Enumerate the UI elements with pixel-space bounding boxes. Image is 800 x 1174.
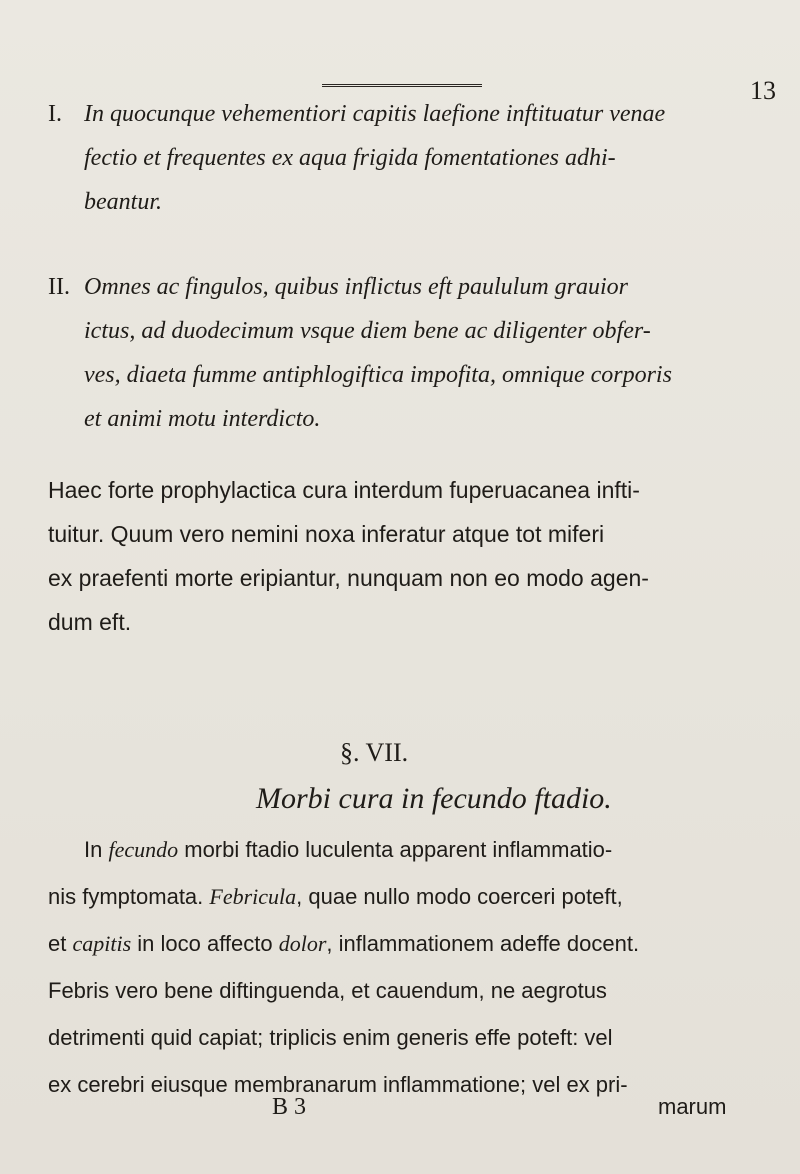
paragraph-line: Febris vero bene diftinguenda, et cauendum, ne aegrotus — [48, 978, 607, 1003]
paragraph-second-stage — [48, 826, 639, 1108]
paragraph-line: ex praefenti morte eripiantur, nunquam non eo modo agen- — [48, 565, 649, 591]
item-line: fectio et frequentes ex aqua frigida fomentationes adhi- — [84, 145, 616, 171]
paragraph-line: detrimenti quid capiat; triplicis enim generis effe poteft: vel — [48, 1025, 613, 1050]
list-item-2 — [48, 265, 672, 441]
paragraph-line — [48, 873, 639, 920]
item-line: beantur. — [84, 189, 162, 215]
catchword: marum — [658, 1094, 727, 1119]
paragraph-prophylaxis — [48, 468, 649, 644]
text-run-italic: Febricula — [209, 884, 297, 909]
item-numeral: I. — [48, 101, 62, 127]
text-run: in loco affecto — [131, 931, 279, 956]
paragraph-line: Haec forte prophylactica cura interdum fuperuacanea infti- — [48, 477, 640, 503]
text-run: morbi ftadio luculenta apparent inflammatio- — [178, 837, 613, 862]
text-run: , quae nullo modo coerceri poteft, — [296, 884, 623, 909]
text-run-italic: capitis — [72, 931, 132, 956]
paragraph-line: ex cerebri eiusque membranarum inflammatione; vel ex pri- — [48, 1072, 628, 1097]
paragraph-line — [48, 826, 639, 873]
section-number: §. VII. — [340, 738, 409, 767]
item-line: et animi motu interdicto. — [84, 406, 321, 432]
item-line: ictus, ad duodecimum vsque diem bene ac diligenter obfer- — [84, 318, 651, 344]
text-run: , inflammationem adeffe docent. — [326, 931, 640, 956]
list-item-1 — [48, 92, 665, 224]
header-rule — [322, 84, 482, 87]
section-title: Morbi cura in fecundo ftadio. — [256, 782, 612, 815]
paragraph-line: tuitur. Quum vero nemini noxa inferatur atque tot miferi — [48, 521, 605, 547]
page-number: 13 — [750, 76, 776, 105]
text-run: et — [48, 931, 73, 956]
text-run-italic: dolor — [278, 931, 327, 956]
item-line: Omnes ac fingulos, quibus inflictus eft paululum grauior — [84, 274, 628, 300]
text-run-italic: fecundo — [108, 837, 179, 862]
text-run: In — [84, 837, 109, 862]
item-line: ves, diaeta fumme antiphlogiftica impofita, omnique corporis — [84, 362, 672, 388]
text-run: nis fymptomata. — [48, 884, 210, 909]
item-numeral: II. — [48, 274, 70, 300]
paragraph-line: dum eft. — [48, 609, 132, 635]
paragraph-line — [48, 920, 639, 967]
signature-mark: B 3 — [272, 1094, 307, 1120]
item-line: In quocunque vehementiori capitis laefione inftituatur venae — [84, 101, 666, 127]
